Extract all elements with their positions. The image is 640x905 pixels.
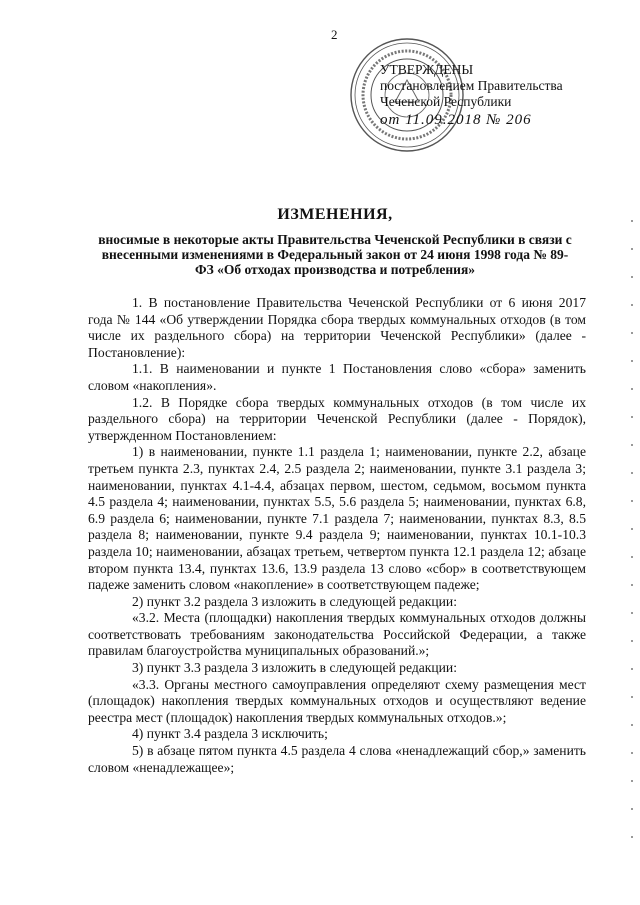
paragraph: 1.2. В Порядке сбора твердых коммунальных отходов (в том числе их раздельного сбора) на территории Чеченской Республики (далее - Порядок), утвержденном Постановлением: [88, 394, 586, 443]
page-number: 2 [331, 27, 338, 42]
approval-block [380, 62, 563, 128]
paragraph: «3.2. Места (площадки) накопления твердых коммунальных отходов должны соответствовать требованиям законодательства Российской Федерации, а также правилам благоустройства муниципальных образований.»; [88, 610, 586, 659]
approval-heading: УТВЕРЖДЕНЫ [380, 62, 474, 77]
paragraph: 3) пункт 3.3 раздела 3 изложить в следующей редакции: [132, 660, 457, 676]
paragraph: 1. В постановление Правительства Чеченской Республики от 6 июня 2017 года № 144 «Об утверждении Порядка сбора твердых коммунальных отходов (в том числе их раздельного сбора) на территории Чеченской Республики» (далее - Постановление): [88, 295, 586, 360]
document-body [88, 295, 586, 776]
document-subtitle: вносимые в некоторые акты Правительства Чеченской Республики в связи с внесенными изменениями в Федеральный закон от 24 июня 1998 года № 89-ФЗ «Об отходах производства и потребления» [98, 232, 572, 277]
paragraph: 5) в абзаце пятом пункта 4.5 раздела 4 слова «ненадлежащий сбор,» заменить словом «ненадлежащее»; [88, 743, 586, 775]
document-heading [95, 206, 575, 277]
approval-line: постановлением Правительства [380, 78, 563, 93]
paragraph: 1.1. В наименовании и пункте 1 Постановления слово «сбора» заменить словом «накопления». [88, 361, 586, 393]
paragraph: «3.3. Органы местного самоуправления определяют схему размещения мест (площадок) накопления твердых коммунальных отходов и осуществляют ведение реестра мест (площадок) накопления твердых коммунальных отходов.»; [88, 676, 586, 725]
scan-margin-artifact [631, 220, 633, 860]
paragraph: 4) пункт 3.4 раздела 3 исключить; [132, 726, 328, 742]
paragraph: 2) пункт 3.2 раздела 3 изложить в следующей редакции: [132, 593, 457, 609]
document-title: ИЗМЕНЕНИЯ, [277, 206, 393, 223]
paragraph: 1) в наименовании, пункте 1.1 раздела 1; наименовании, пункте 2.2, абзаце третьем пункта 2.3, пунктах 2.4, 2.5 раздела 2; наименовании, пункте 3.1 раздела 3; наименовании, пунктах 4.1-4.4, абзацах первом, шестом, седьмом, восьмом пункта 4.5 раздела 4; наименовании, пунктах 5.5, 5.6 раздела 5; наименовании, пунктах 6.8, 6.9 раздела 6; наименовании, пункте 7.1 раздела 7; наименовании, пунктах 8.3, 8.5 раздела 8; наименовании, пункте 9.4 раздела 9; наименовании, пунктах 10.1-10.3 раздела 10; наименовании, абзацах третьем, четвертом пункта 12.1 раздела 12; абзаце втором пункта 13.4, пунктах 13.6, 13.9 раздела 13 слово «сбор» в соответствующем падеже заменить словом «накопление» в соответствующем падеже; [88, 444, 586, 593]
approval-line: Чеченской Республики [380, 94, 512, 109]
approval-date-number: от 11.09.2018 № 206 [380, 112, 532, 128]
